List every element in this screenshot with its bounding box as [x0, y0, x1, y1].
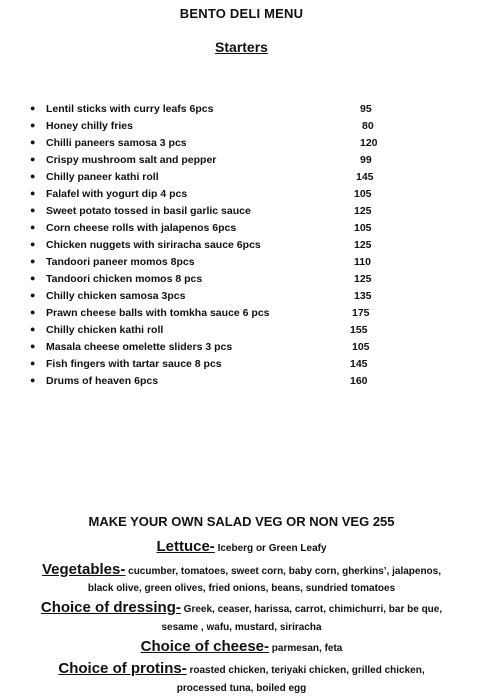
dressing-options-1: Greek, ceaser, harissa, carrot, chimichurri, bar be que,: [180, 604, 443, 615]
menu-item-name: Tandoori paneer momos 8pcs: [46, 256, 195, 268]
menu-item: [0, 120, 483, 137]
menu-item: [0, 171, 483, 188]
menu-item-price: 105: [354, 188, 372, 200]
menu-item-name: Prawn cheese balls with tomkha sauce 6 pcs: [46, 307, 270, 319]
protins-label: Choice of protins-: [58, 660, 187, 677]
menu-item-name: Tandoori chicken momos 8 pcs: [46, 273, 203, 285]
menu-item: [0, 205, 483, 222]
menu-item: [0, 375, 483, 392]
menu-item-price: 155: [350, 324, 368, 336]
menu-item-price: 125: [354, 273, 372, 285]
menu-item-price: 105: [352, 341, 370, 353]
menu-item: [0, 341, 483, 358]
menu-item-price: 120: [360, 137, 378, 149]
bullet-icon: ●: [30, 307, 36, 317]
menu-item: [0, 307, 483, 324]
bullet-icon: ●: [30, 341, 36, 351]
bullet-icon: ●: [30, 256, 36, 266]
menu-item-price: 95: [360, 103, 372, 115]
protins-options-2: processed tuna, boiled egg: [176, 683, 307, 694]
menu-item: [0, 239, 483, 256]
bullet-icon: ●: [30, 103, 36, 113]
vegetables-options-2: black olive, green olives, fried onions, beans, sundried tomatoes: [87, 583, 396, 594]
menu-item-price: 110: [354, 256, 371, 268]
bullet-icon: ●: [30, 239, 36, 249]
menu-item-name: Crispy mushroom salt and pepper: [46, 154, 217, 166]
menu-item-price: 145: [356, 171, 374, 183]
menu-item-name: Drums of heaven 6pcs: [46, 375, 159, 387]
menu-item-name: Chilly chicken samosa 3pcs: [46, 290, 186, 302]
bullet-icon: ●: [30, 222, 36, 232]
vegetables-options-1: cucumber, tomatoes, sweet corn, baby corn, gherkins’, jalapenos,: [125, 566, 442, 577]
menu-title: BENTO DELI MENU: [179, 6, 304, 21]
cheese-options: parmesan, feta: [269, 643, 343, 654]
dressing-options-2: sesame , wafu, mustard, siriracha: [161, 622, 322, 633]
menu-item: [0, 137, 483, 154]
menu-item-price: 175: [352, 307, 370, 319]
menu-item-name: Falafel with yogurt dip 4 pcs: [46, 188, 188, 200]
menu-item-price: 125: [354, 239, 372, 251]
dressing-line: [0, 599, 483, 617]
salad-heading: MAKE YOUR OWN SALAD VEG OR NON VEG 255: [88, 514, 395, 529]
bullet-icon: ●: [30, 154, 36, 164]
menu-item-name: Honey chilly fries: [46, 120, 133, 132]
bullet-icon: ●: [30, 324, 36, 334]
section-heading-starters: Starters: [215, 39, 268, 55]
menu-item-name: Chilly paneer kathi roll: [46, 171, 159, 183]
menu-item-price: 145: [350, 358, 368, 370]
menu-item-name: Chilly chicken kathi roll: [46, 324, 164, 336]
menu-item-price: 160: [350, 375, 368, 387]
protins-line: [0, 660, 483, 678]
menu-item-name: Masala cheese omelette sliders 3 pcs: [46, 341, 233, 353]
vegetables-label: Vegetables-: [41, 561, 126, 578]
lettuce-options: Iceberg or Green Leafy: [214, 543, 327, 554]
cheese-line: [0, 638, 483, 656]
menu-item-name: Chilli paneers samosa 3 pcs: [46, 137, 187, 149]
menu-item-name: Corn cheese rolls with jalapenos 6pcs: [46, 222, 237, 234]
menu-item: [0, 222, 483, 239]
menu-item-price: 125: [354, 205, 372, 217]
menu-item: [0, 290, 483, 307]
menu-item-name: Chicken nuggets with siriracha sauce 6pcs: [46, 239, 261, 251]
menu-item-price: 99: [360, 154, 372, 166]
menu-item: [0, 324, 483, 341]
bullet-icon: ●: [30, 120, 36, 130]
lettuce-line: [0, 538, 483, 556]
bullet-icon: ●: [30, 171, 36, 181]
bullet-icon: ●: [30, 273, 36, 283]
menu-item-name: Lentil sticks with curry leafs 6pcs: [46, 103, 214, 115]
bullet-icon: ●: [30, 358, 36, 368]
menu-item-price: 80: [362, 120, 374, 132]
menu-item: [0, 256, 483, 273]
vegetables-line: [0, 561, 483, 579]
menu-item: [0, 103, 483, 120]
menu-item-name: Fish fingers with tartar sauce 8 pcs: [46, 358, 222, 370]
menu-item-price: 105: [354, 222, 372, 234]
menu-item: [0, 358, 483, 375]
bullet-icon: ●: [30, 290, 36, 300]
menu-item-name: Sweet potato tossed in basil garlic sauce: [46, 205, 251, 217]
bullet-icon: ●: [30, 137, 36, 147]
protins-options-1: roasted chicken, teriyaki chicken, grilled chicken,: [186, 665, 425, 676]
dressing-label: Choice of dressing-: [40, 599, 181, 616]
bullet-icon: ●: [30, 188, 36, 198]
bullet-icon: ●: [30, 205, 36, 215]
cheese-label: Choice of cheese-: [140, 638, 269, 655]
lettuce-label: Lettuce-: [156, 538, 215, 555]
menu-item: [0, 154, 483, 171]
bullet-icon: ●: [30, 375, 36, 385]
menu-item: [0, 273, 483, 290]
menu-item: [0, 188, 483, 205]
menu-item-price: 135: [354, 290, 372, 302]
